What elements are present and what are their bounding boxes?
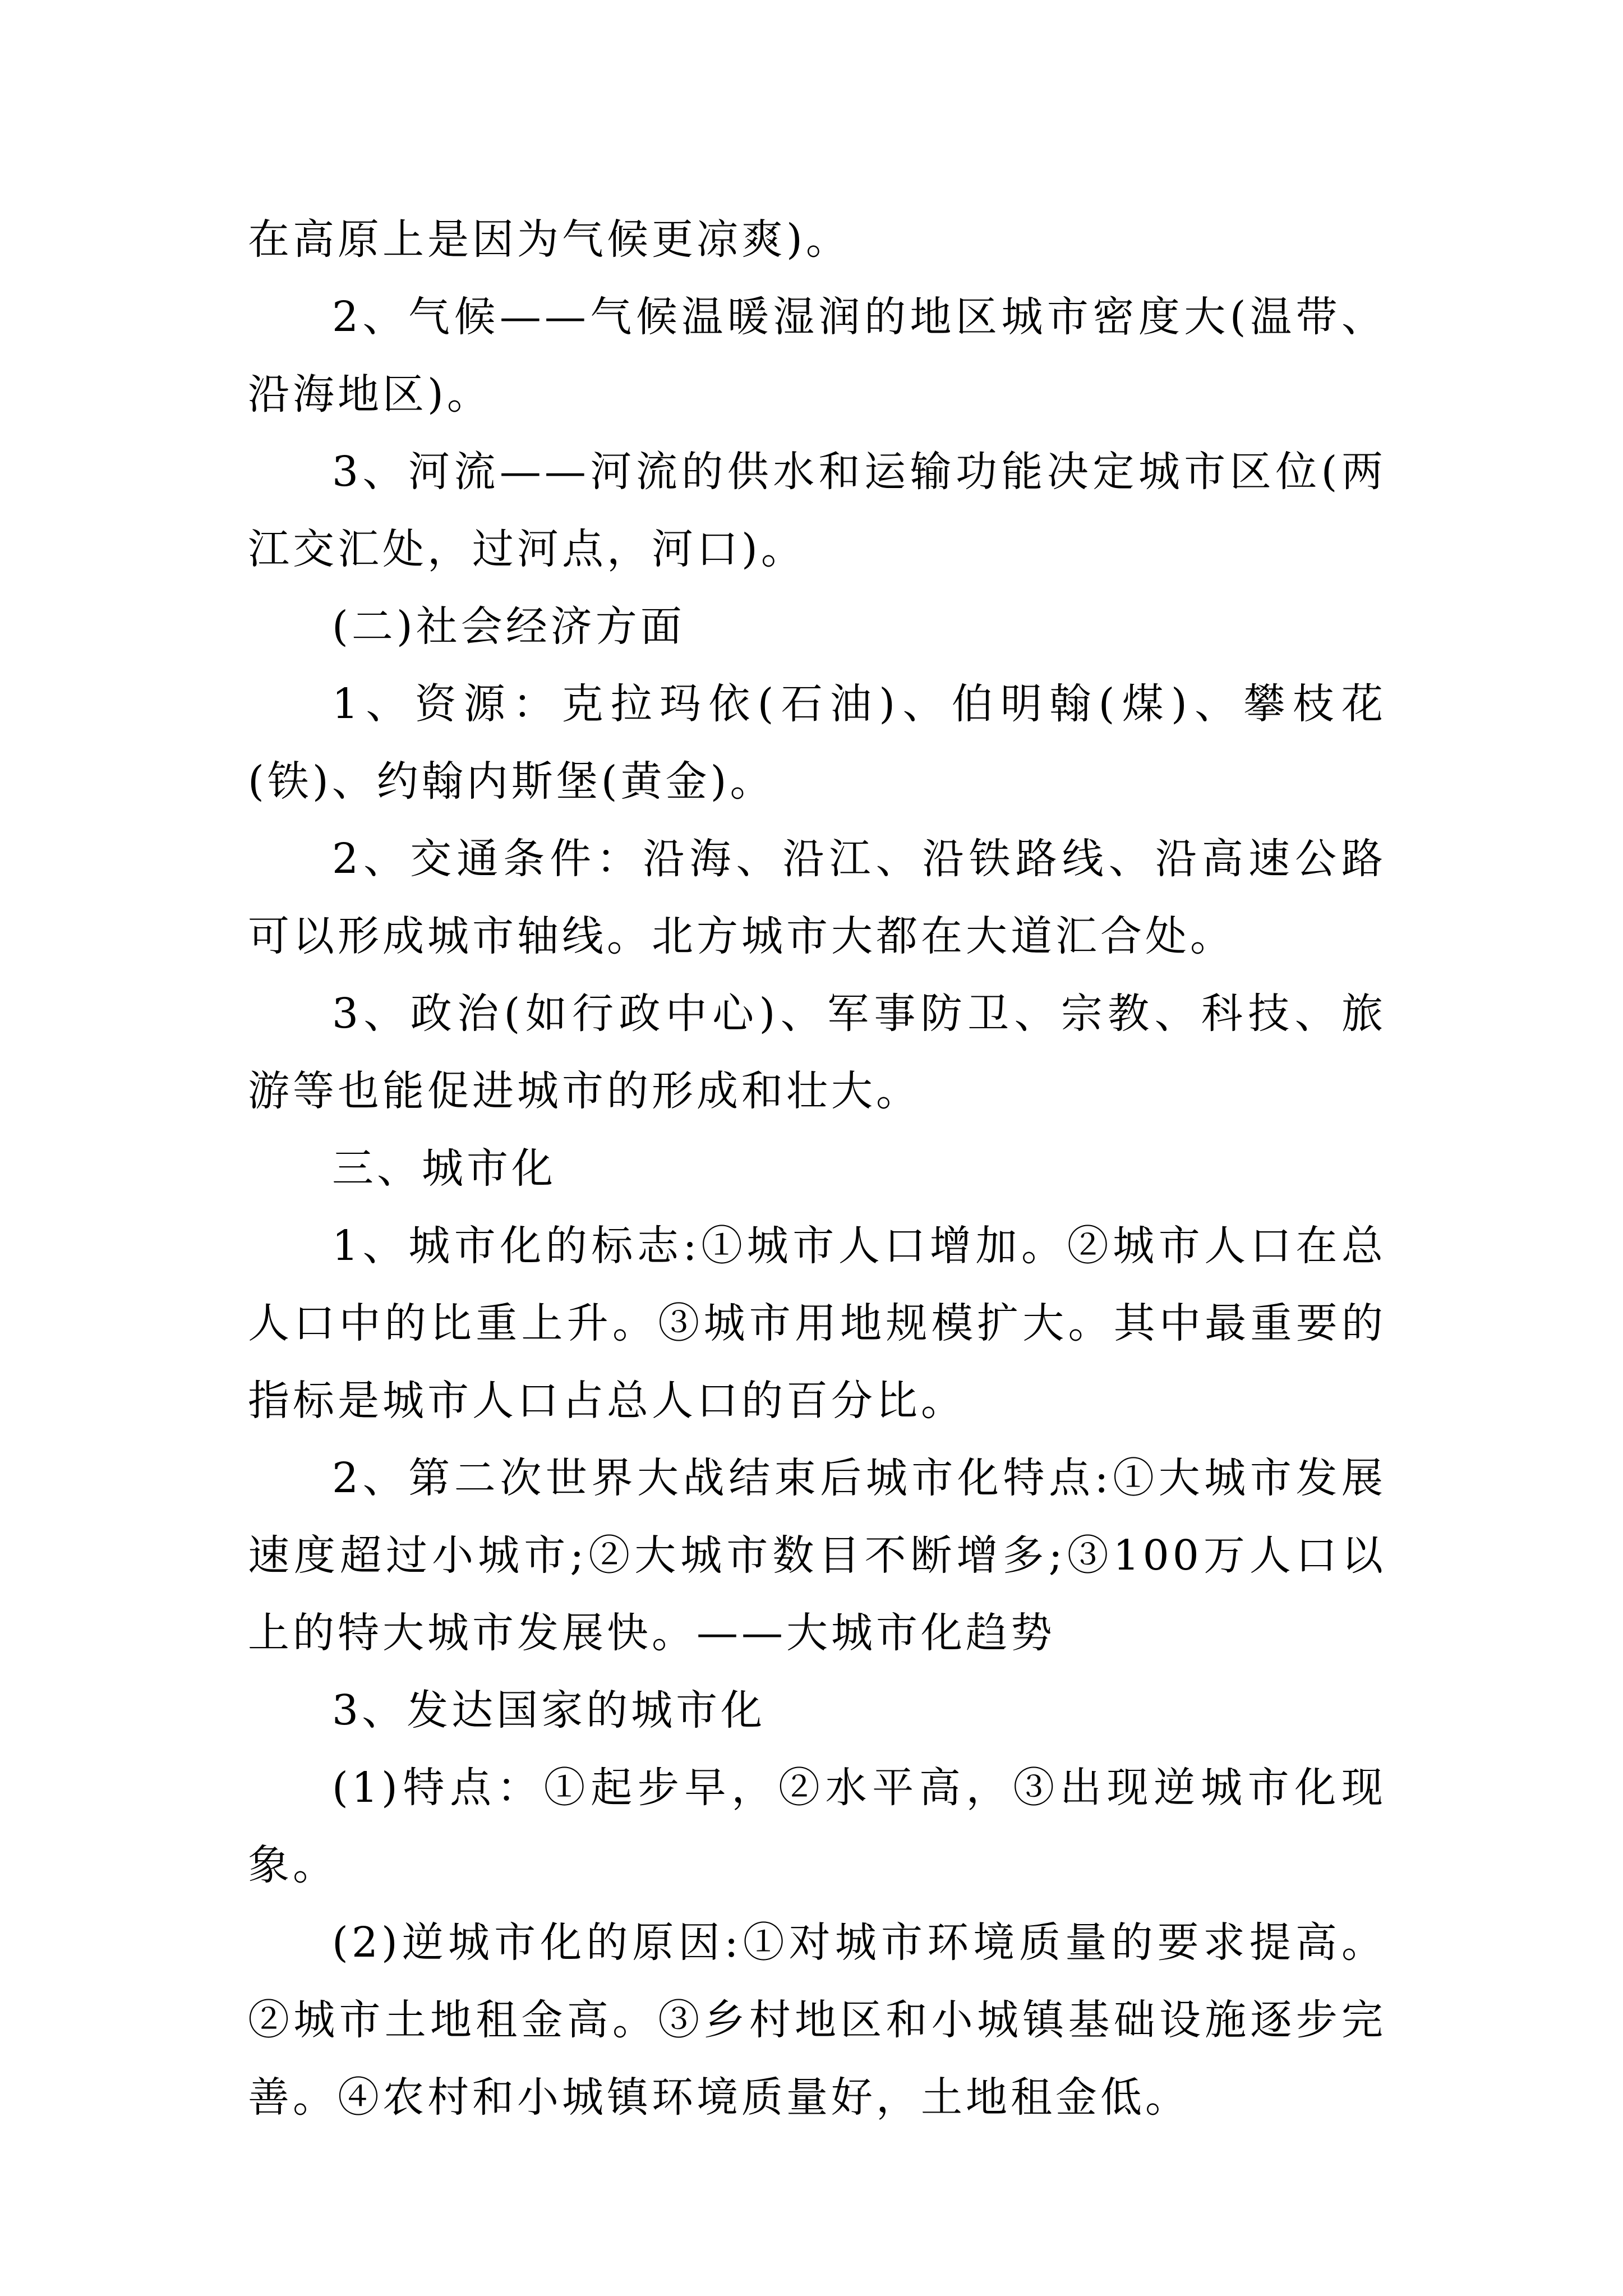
section-heading-urbanization: 三、城市化 [332,1144,556,1193]
paragraph-postwar-features: 2、第二次世界大战结束后城市化特点:①大城市发展速度超过小城市;②大城市数目不断增多;③100万人口以上的特大城市发展快。——大城市化趋势 [248,1454,1386,1657]
paragraph-transport: 2、交通条件：沿海、沿江、沿铁路线、沿高速公路可以形成城市轴线。北方城市大都在大道汇合处。 [248,835,1386,960]
document-body [248,201,1386,2136]
paragraph-counter-urbanization: (2)逆城市化的原因:①对城市环境质量的要求提高。②城市土地租金高。③乡村地区和小城镇基础设施逐步完善。④农村和小城镇环境质量好，土地租金低。 [248,1918,1386,2122]
subsection-heading-developed: 3、发达国家的城市化 [332,1686,766,1734]
paragraph-resources: 1、资源：克拉玛依(石油)、伯明翰(煤)、攀枝花(铁)、约翰内斯堡(黄金)。 [248,680,1386,806]
paragraph-developed-features: (1)特点：①起步早，②水平高，③出现逆城市化现象。 [248,1764,1386,1889]
paragraph-continuation: 在高原上是因为气候更凉爽)。 [248,215,851,264]
section-heading-socioeconomic: (二)社会经济方面 [332,602,685,651]
paragraph-urbanization-signs: 1、城市化的标志:①城市人口增加。②城市人口在总人口中的比重上升。③城市用地规模扩大。其中最重要的指标是城市人口占总人口的百分比。 [248,1222,1386,1425]
paragraph-climate: 2、气候——气候温暖湿润的地区城市密度大(温带、沿海地区)。 [248,293,1386,418]
paragraph-politics: 3、政治(如行政中心)、军事防卫、宗教、科技、旅游等也能促进城市的形成和壮大。 [248,990,1386,1115]
paragraph-rivers: 3、河流——河流的供水和运输功能决定城市区位(两江交汇处，过河点，河口)。 [248,448,1386,573]
